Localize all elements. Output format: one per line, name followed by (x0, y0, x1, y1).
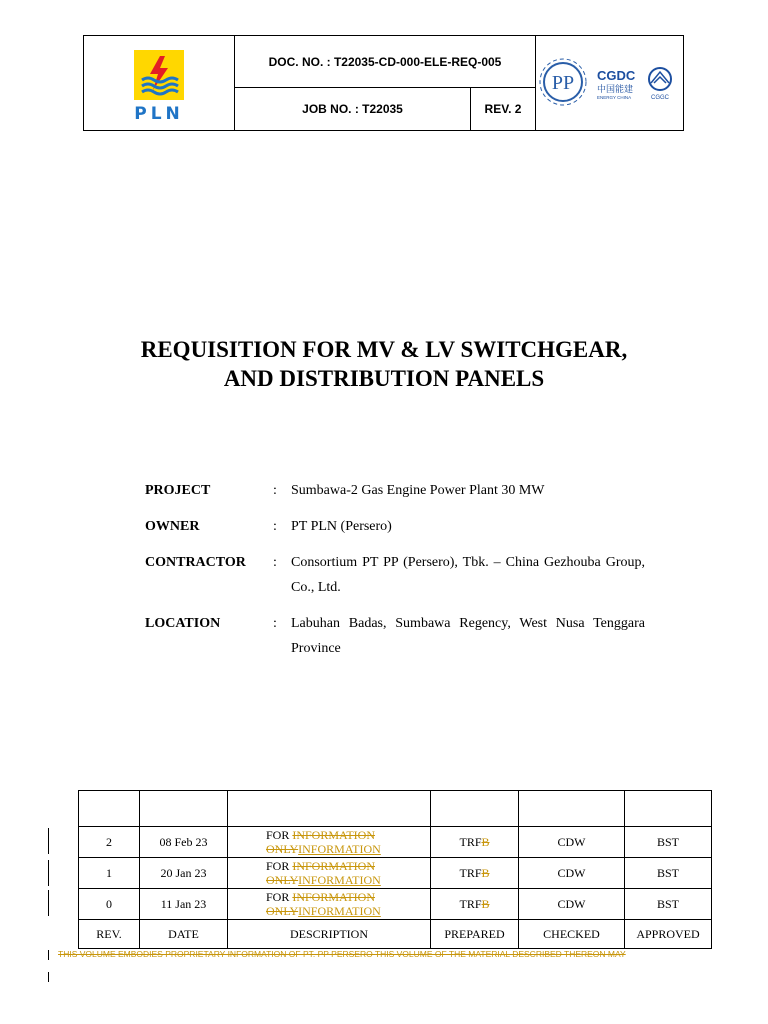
header-date: DATE (140, 920, 228, 949)
partner-logos-cell (536, 36, 683, 130)
info-value: Sumbawa-2 Gas Engine Power Plant 30 MW (291, 483, 545, 498)
info-colon: : (273, 555, 277, 570)
description-cell: FOR INFORMATION ONLYINFORMATION (228, 889, 431, 920)
title-line-1: REQUISITION FOR MV & LV SWITCHGEAR, (140, 337, 628, 362)
info-label: OWNER (145, 519, 200, 534)
cgdc-logo-text: CGDC (597, 68, 636, 83)
header-description: DESCRIPTION (228, 920, 431, 949)
change-bar (48, 972, 49, 982)
info-row-contractor (145, 550, 645, 600)
table-row (79, 827, 712, 858)
checked-cell: CDW (519, 827, 625, 858)
description-cell: FOR INFORMATION ONLYINFORMATION (228, 858, 431, 889)
header-prepared: PREPARED (431, 920, 519, 949)
rev-cell: 2 (79, 827, 140, 858)
title-line-2: AND DISTRIBUTION PANELS (223, 366, 545, 391)
table-row (79, 858, 712, 889)
change-bar (48, 860, 49, 886)
pln-logo-text: PLN (134, 104, 184, 124)
change-bar (48, 828, 49, 854)
info-value: Labuhan Badas, Sumbawa Regency, West Nusa Tenggara Province (291, 616, 645, 656)
proprietary-notice: THIS VOLUME EMBODIES PROPRIETARY INFORMATION OF PT. PP PERSERO THIS VOLUME OF THE MATERIAL DESCRIBED THEREON MAY (58, 949, 626, 959)
approved-cell: BST (625, 827, 712, 858)
doc-number: DOC. NO. : T22035-CD-000-ELE-REQ-005 (235, 36, 536, 88)
pp-logo-icon (540, 59, 586, 105)
change-bar (48, 890, 49, 916)
pln-logo-icon (134, 50, 184, 100)
prepared-cell: TRFB (431, 858, 519, 889)
description-cell: FOR INFORMATION ONLYINFORMATION (228, 827, 431, 858)
info-label: CONTRACTOR (145, 555, 246, 570)
header-rev: REV. (79, 920, 140, 949)
approved-cell: BST (625, 889, 712, 920)
project-info (145, 478, 645, 672)
pln-logo-cell (84, 36, 235, 130)
rev-cell: 1 (79, 858, 140, 889)
revision-table (78, 790, 712, 949)
partner-logos (536, 36, 683, 130)
job-number: JOB NO. : T22035 (235, 88, 471, 130)
info-value: Consortium PT PP (Persero), Tbk. – China Gezhouba Group, Co., Ltd. (291, 555, 645, 595)
table-row (79, 791, 712, 827)
cggc-logo-text: CGGC (651, 95, 669, 101)
document-title (0, 335, 768, 393)
info-value: PT PLN (Persero) (291, 519, 392, 534)
pp-logo-text: PP (551, 72, 575, 94)
cgdc-logo-icon (597, 68, 636, 100)
date-cell: 08 Feb 23 (140, 827, 228, 858)
header-approved: APPROVED (625, 920, 712, 949)
info-label: LOCATION (145, 616, 221, 631)
info-label: PROJECT (145, 483, 211, 498)
checked-cell: CDW (519, 858, 625, 889)
cgdc-logo-cn: 中国能建 (597, 85, 634, 95)
prepared-cell: TRFB (431, 827, 519, 858)
header-checked: CHECKED (519, 920, 625, 949)
date-cell: 20 Jan 23 (140, 858, 228, 889)
info-colon: : (273, 483, 277, 498)
date-cell: 11 Jan 23 (140, 889, 228, 920)
table-row (79, 889, 712, 920)
info-row-location (145, 611, 645, 661)
checked-cell: CDW (519, 889, 625, 920)
info-colon: : (273, 519, 277, 534)
table-header-row (79, 920, 712, 949)
change-bar (48, 950, 49, 960)
prepared-cell: TRFB (431, 889, 519, 920)
rev-cell: 0 (79, 889, 140, 920)
cgdc-logo-sub: ENERGY CHINA (597, 95, 632, 100)
info-colon: : (273, 616, 277, 631)
document-header (83, 35, 684, 131)
info-row-owner (145, 514, 645, 539)
approved-cell: BST (625, 858, 712, 889)
info-row-project (145, 478, 645, 503)
cggc-logo-icon (649, 68, 671, 101)
revision-number: REV. 2 (471, 88, 536, 130)
